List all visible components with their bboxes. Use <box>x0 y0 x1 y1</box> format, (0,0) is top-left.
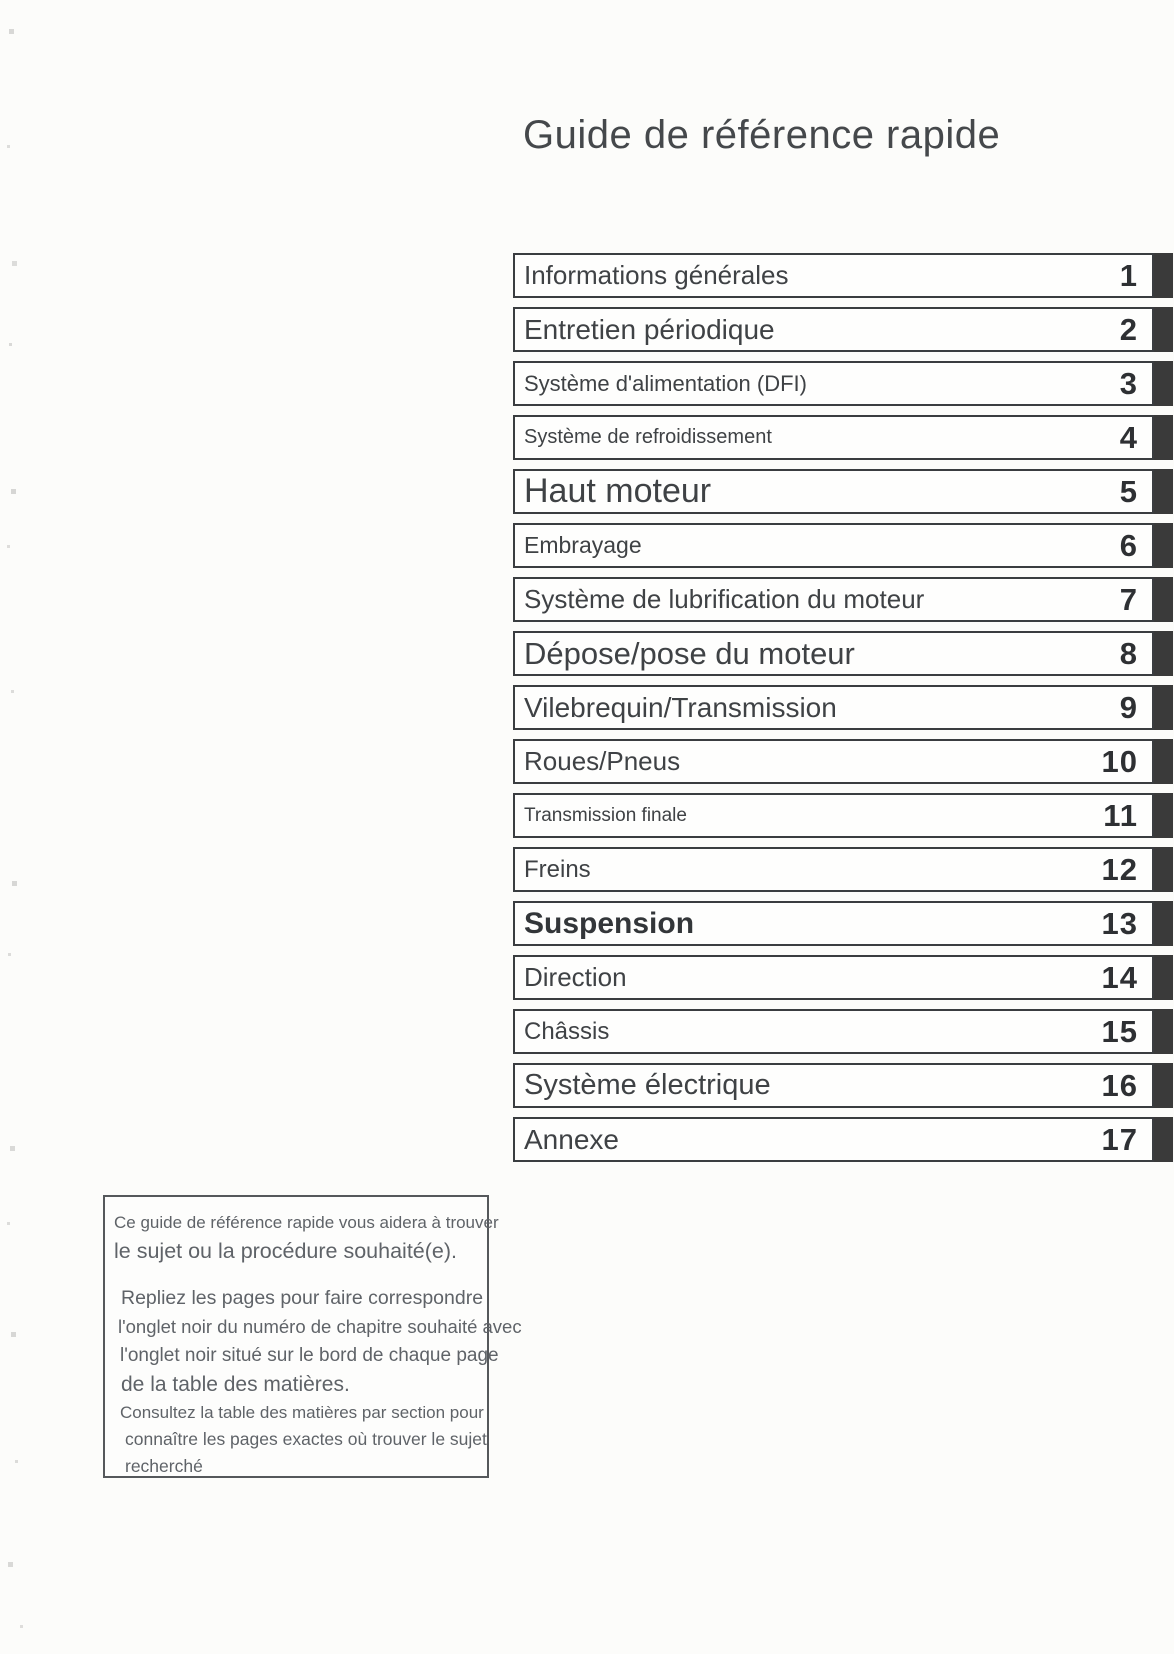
chapter-tab-marker <box>1154 739 1173 784</box>
scan-artifacts <box>0 0 3 3</box>
chapter-tab-marker <box>1154 1063 1173 1108</box>
chapter-tab-marker <box>1154 577 1173 622</box>
chapter-tab-marker <box>1154 469 1173 514</box>
chapter-row-3 <box>513 361 1154 406</box>
chapter-row-5 <box>513 469 1154 514</box>
chapter-row-1 <box>513 253 1154 298</box>
chapter-tab-marker <box>1154 901 1173 946</box>
note-line: Consultez la table des matières par section pour <box>120 1403 484 1422</box>
chapter-tab-marker <box>1154 955 1173 1000</box>
note-line: Repliez les pages pour faire correspondre <box>121 1287 484 1309</box>
chapter-label: Informations générales <box>524 260 789 290</box>
chapter-number: 2 <box>1119 311 1138 347</box>
chapter-number: 6 <box>1119 527 1138 563</box>
chapter-number: 9 <box>1119 689 1138 725</box>
chapter-number: 15 <box>1101 1013 1138 1049</box>
chapter-label: Embrayage <box>524 532 642 558</box>
chapter-number: 1 <box>1119 257 1138 293</box>
chapter-label: Vilebrequin/Transmission <box>524 691 837 723</box>
chapter-row-6 <box>513 523 1154 568</box>
chapter-tab-marker <box>1154 307 1173 352</box>
note-line: le sujet ou la procédure souhaité(e). <box>114 1239 458 1263</box>
chapter-tab-marker <box>1154 793 1173 838</box>
chapter-number: 13 <box>1101 905 1138 941</box>
chapter-label: Système de refroidissement <box>524 426 772 448</box>
note-line: recherché <box>125 1456 203 1476</box>
chapter-label: Roues/Pneus <box>524 746 681 776</box>
chapter-label: Transmission finale <box>524 804 687 826</box>
chapter-tab-marker <box>1154 253 1173 298</box>
chapter-row-7 <box>513 577 1154 622</box>
chapter-label: Châssis <box>524 1017 610 1045</box>
chapter-number: 11 <box>1103 797 1138 833</box>
chapter-row-13 <box>513 901 1154 946</box>
chapter-tab-marker <box>1154 1117 1173 1162</box>
chapter-number: 10 <box>1101 743 1138 779</box>
chapter-row-9 <box>513 685 1154 730</box>
chapter-number: 14 <box>1101 959 1138 995</box>
chapter-label: Système d'alimentation (DFI) <box>524 370 807 396</box>
chapter-row-17 <box>513 1117 1154 1162</box>
chapter-tab-marker <box>1154 847 1173 892</box>
chapter-label: Dépose/pose du moteur <box>524 635 855 671</box>
note-line: connaître les pages exactes où trouver le sujet <box>125 1429 487 1449</box>
note-line: de la table des matières. <box>121 1373 350 1396</box>
note-line: l'onglet noir situé sur le bord de chaque page <box>120 1345 499 1366</box>
chapter-number: 4 <box>1119 419 1138 455</box>
chapter-row-11 <box>513 793 1154 838</box>
instructions-note <box>103 1195 522 1478</box>
note-line: Ce guide de référence rapide vous aidera à trouver <box>114 1213 499 1232</box>
chapter-label: Freins <box>524 855 591 883</box>
chapter-tab-marker <box>1154 631 1173 676</box>
chapter-row-12 <box>513 847 1154 892</box>
chapter-number: 8 <box>1119 635 1138 671</box>
chapter-row-15 <box>513 1009 1154 1054</box>
chapter-label: Système de lubrification du moteur <box>524 584 925 614</box>
chapter-number: 3 <box>1119 365 1138 401</box>
chapter-list <box>513 253 1154 1162</box>
chapter-label: Suspension <box>524 906 695 940</box>
chapter-row-16 <box>513 1063 1154 1108</box>
chapter-tab-marker <box>1154 523 1173 568</box>
chapter-number: 16 <box>1101 1067 1138 1103</box>
chapter-label: Annexe <box>524 1123 619 1155</box>
chapter-row-4 <box>513 415 1154 460</box>
note-spacer <box>114 1267 479 1284</box>
chapter-row-10 <box>513 739 1154 784</box>
chapter-tab-marker <box>1154 415 1173 460</box>
chapter-label: Direction <box>524 962 627 992</box>
chapter-number: 12 <box>1101 851 1138 887</box>
chapter-number: 17 <box>1101 1121 1138 1157</box>
chapter-row-8 <box>513 631 1154 676</box>
chapter-row-14 <box>513 955 1154 1000</box>
chapter-label: Système électrique <box>524 1069 771 1101</box>
chapter-tab-marker <box>1154 1009 1173 1054</box>
chapter-number: 5 <box>1119 473 1138 509</box>
chapter-label: Entretien périodique <box>524 313 775 345</box>
chapter-row-2 <box>513 307 1154 352</box>
chapter-number: 7 <box>1119 581 1138 617</box>
page-title: Guide de référence rapide <box>523 113 1001 157</box>
chapter-tab-marker <box>1154 361 1173 406</box>
chapter-tab-marker <box>1154 685 1173 730</box>
note-line: l'onglet noir du numéro de chapitre souhaité avec <box>118 1316 522 1337</box>
chapter-label: Haut moteur <box>524 472 712 510</box>
